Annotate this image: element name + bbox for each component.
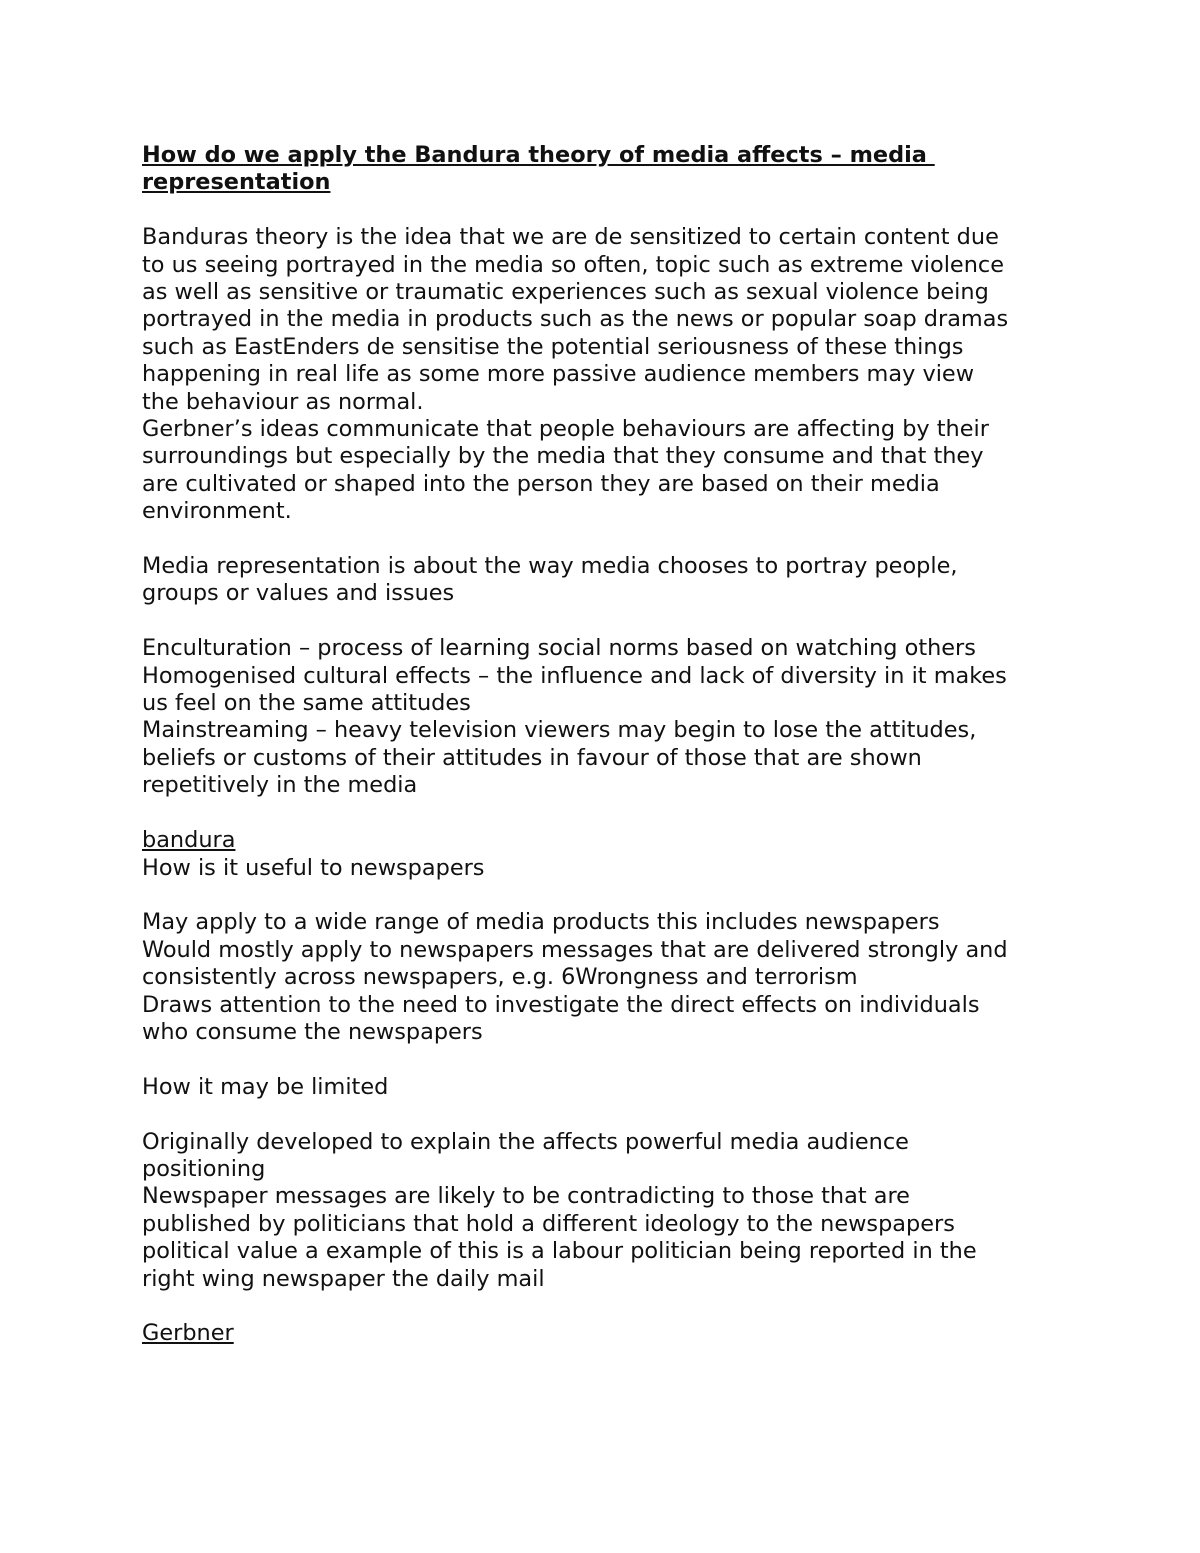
- text-line: Originally developed to explain the affects powerful media audience: [142, 1128, 909, 1155]
- text-line: the behaviour as normal.: [142, 388, 424, 415]
- spacer: [142, 197, 1072, 224]
- document-title-line-1: How do we apply the Bandura theory of media affects – media: [142, 142, 935, 168]
- document-body: [142, 142, 1072, 1348]
- spacer: [142, 526, 1072, 553]
- spacer: [142, 1293, 1072, 1320]
- text-line: May apply to a wide range of media products this includes newspapers: [142, 909, 940, 936]
- text-line: positioning: [142, 1155, 266, 1182]
- paragraph-media-representation: [142, 553, 1072, 608]
- spacer: [142, 1046, 1072, 1073]
- text-line: portrayed in the media in products such as the news or popular soap dramas: [142, 306, 1009, 333]
- question-useful: How is it useful to newspapers: [142, 854, 485, 881]
- text-line: such as EastEnders de sensitise the potential seriousness of these things: [142, 333, 964, 360]
- document-title-line-2: representation: [142, 169, 331, 196]
- text-line: surroundings but especially by the media that they consume and that they: [142, 443, 984, 470]
- text-line: as well as sensitive or traumatic experiences such as sexual violence being: [142, 279, 989, 306]
- text-line: are cultivated or shaped into the person they are based on their media: [142, 470, 940, 497]
- text-line: published by politicians that hold a different ideology to the newspapers: [142, 1210, 955, 1237]
- text-line: political value a example of this is a labour politician being reported in the: [142, 1238, 977, 1265]
- spacer: [142, 1101, 1072, 1128]
- text-line: beliefs or customs of their attitudes in favour of those that are shown: [142, 744, 922, 771]
- paragraph-gerbner-ideas: [142, 416, 1072, 526]
- text-line: Draws attention to the need to investigate the direct effects on individuals: [142, 991, 980, 1018]
- text-line: happening in real life as some more passive audience members may view: [142, 361, 975, 388]
- text-line: consistently across newspapers, e.g. 6Wrongness and terrorism: [142, 964, 858, 991]
- text-line: groups or values and issues: [142, 580, 455, 607]
- text-line: Mainstreaming – heavy television viewers may begin to lose the attitudes,: [142, 717, 977, 744]
- text-line: right wing newspaper the daily mail: [142, 1265, 545, 1292]
- section-heading-gerbner: Gerbner: [142, 1320, 234, 1347]
- text-line: to us seeing portrayed in the media so often, topic such as extreme violence: [142, 251, 1004, 278]
- text-line: Would mostly apply to newspapers messages that are delivered strongly and: [142, 936, 1008, 963]
- paragraph-bandura-theory: [142, 224, 1072, 416]
- text-line: Enculturation – process of learning social norms based on watching others: [142, 635, 976, 662]
- spacer: [142, 608, 1072, 635]
- question-limited: How it may be limited: [142, 1073, 389, 1100]
- paragraph-key-terms: [142, 635, 1072, 799]
- spacer: [142, 882, 1072, 909]
- paragraph-limitations: [142, 1129, 1072, 1293]
- paragraph-usefulness: [142, 909, 1072, 1046]
- text-line: repetitively in the media: [142, 772, 418, 799]
- spacer: [142, 800, 1072, 827]
- text-line: who consume the newspapers: [142, 1018, 483, 1045]
- text-line: us feel on the same attitudes: [142, 690, 471, 717]
- text-line: Homogenised cultural effects – the influence and lack of diversity in it makes: [142, 662, 1007, 689]
- text-line: environment.: [142, 498, 292, 525]
- text-line: Newspaper messages are likely to be contradicting to those that are: [142, 1183, 910, 1210]
- text-line: Banduras theory is the idea that we are de sensitized to certain content due: [142, 224, 999, 251]
- text-line: Gerbner’s ideas communicate that people behaviours are affecting by their: [142, 416, 989, 443]
- section-heading-bandura: bandura: [142, 827, 236, 854]
- text-line: Media representation is about the way media chooses to portray people,: [142, 553, 958, 580]
